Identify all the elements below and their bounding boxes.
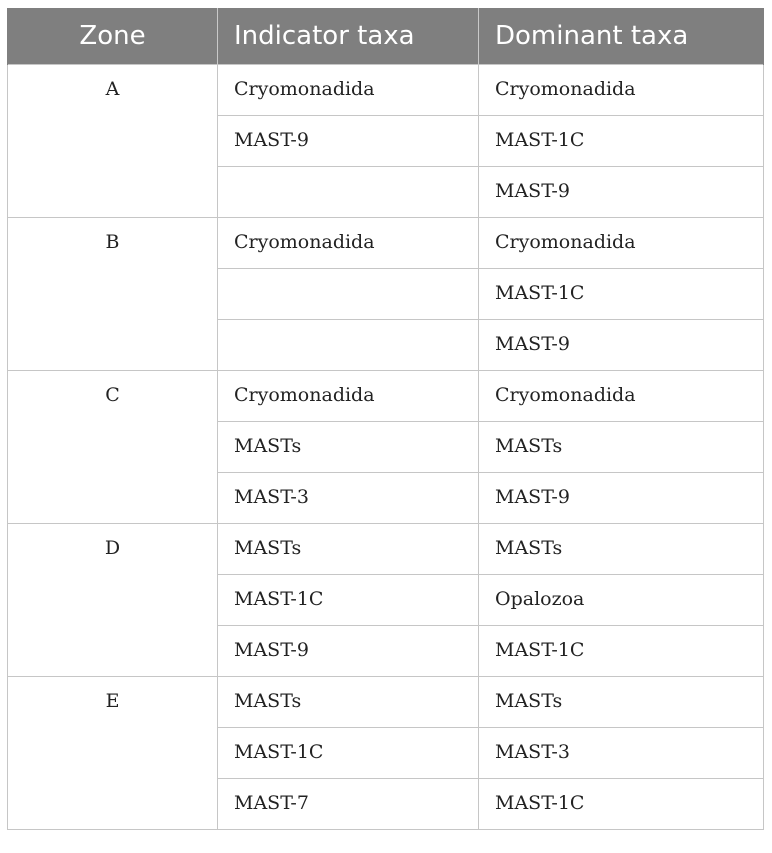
zone-cell: D	[8, 524, 218, 677]
dominant-cell: Cryomonadida	[479, 371, 764, 422]
indicator-cell: MAST-9	[218, 116, 479, 167]
header-indicator-taxa: Indicator taxa	[218, 8, 479, 65]
indicator-cell: MASTs	[218, 524, 479, 575]
dominant-cell: MAST-9	[479, 320, 764, 371]
table-row	[8, 218, 764, 269]
dominant-cell: MASTs	[479, 677, 764, 728]
header-row	[8, 8, 764, 65]
dominant-cell: MAST-1C	[479, 626, 764, 677]
dominant-cell: Opalozoa	[479, 575, 764, 626]
indicator-cell	[218, 269, 479, 320]
indicator-cell: Cryomonadida	[218, 218, 479, 269]
table-header	[8, 8, 764, 65]
indicator-cell: MAST-7	[218, 779, 479, 830]
indicator-cell	[218, 320, 479, 371]
dominant-cell: Cryomonadida	[479, 65, 764, 116]
header-zone: Zone	[8, 8, 218, 65]
zone-cell: E	[8, 677, 218, 830]
table-row	[8, 371, 764, 422]
indicator-cell: MASTs	[218, 677, 479, 728]
indicator-cell: MAST-1C	[218, 575, 479, 626]
indicator-cell: MAST-1C	[218, 728, 479, 779]
zone-cell: C	[8, 371, 218, 524]
indicator-cell: MAST-9	[218, 626, 479, 677]
zone-cell: A	[8, 65, 218, 218]
dominant-cell: MAST-1C	[479, 116, 764, 167]
dominant-cell: MAST-9	[479, 473, 764, 524]
table-body	[8, 65, 764, 830]
dominant-cell: MAST-1C	[479, 779, 764, 830]
dominant-cell: Cryomonadida	[479, 218, 764, 269]
indicator-cell	[218, 167, 479, 218]
indicator-cell: MASTs	[218, 422, 479, 473]
table-row	[8, 524, 764, 575]
indicator-cell: Cryomonadida	[218, 371, 479, 422]
indicator-cell: Cryomonadida	[218, 65, 479, 116]
dominant-cell: MAST-3	[479, 728, 764, 779]
header-dominant-taxa: Dominant taxa	[479, 8, 764, 65]
indicator-cell: MAST-3	[218, 473, 479, 524]
dominant-cell: MASTs	[479, 524, 764, 575]
dominant-cell: MAST-1C	[479, 269, 764, 320]
zone-taxa-table	[7, 8, 764, 830]
table-row	[8, 65, 764, 116]
zone-cell: B	[8, 218, 218, 371]
table-row	[8, 677, 764, 728]
dominant-cell: MASTs	[479, 422, 764, 473]
dominant-cell: MAST-9	[479, 167, 764, 218]
